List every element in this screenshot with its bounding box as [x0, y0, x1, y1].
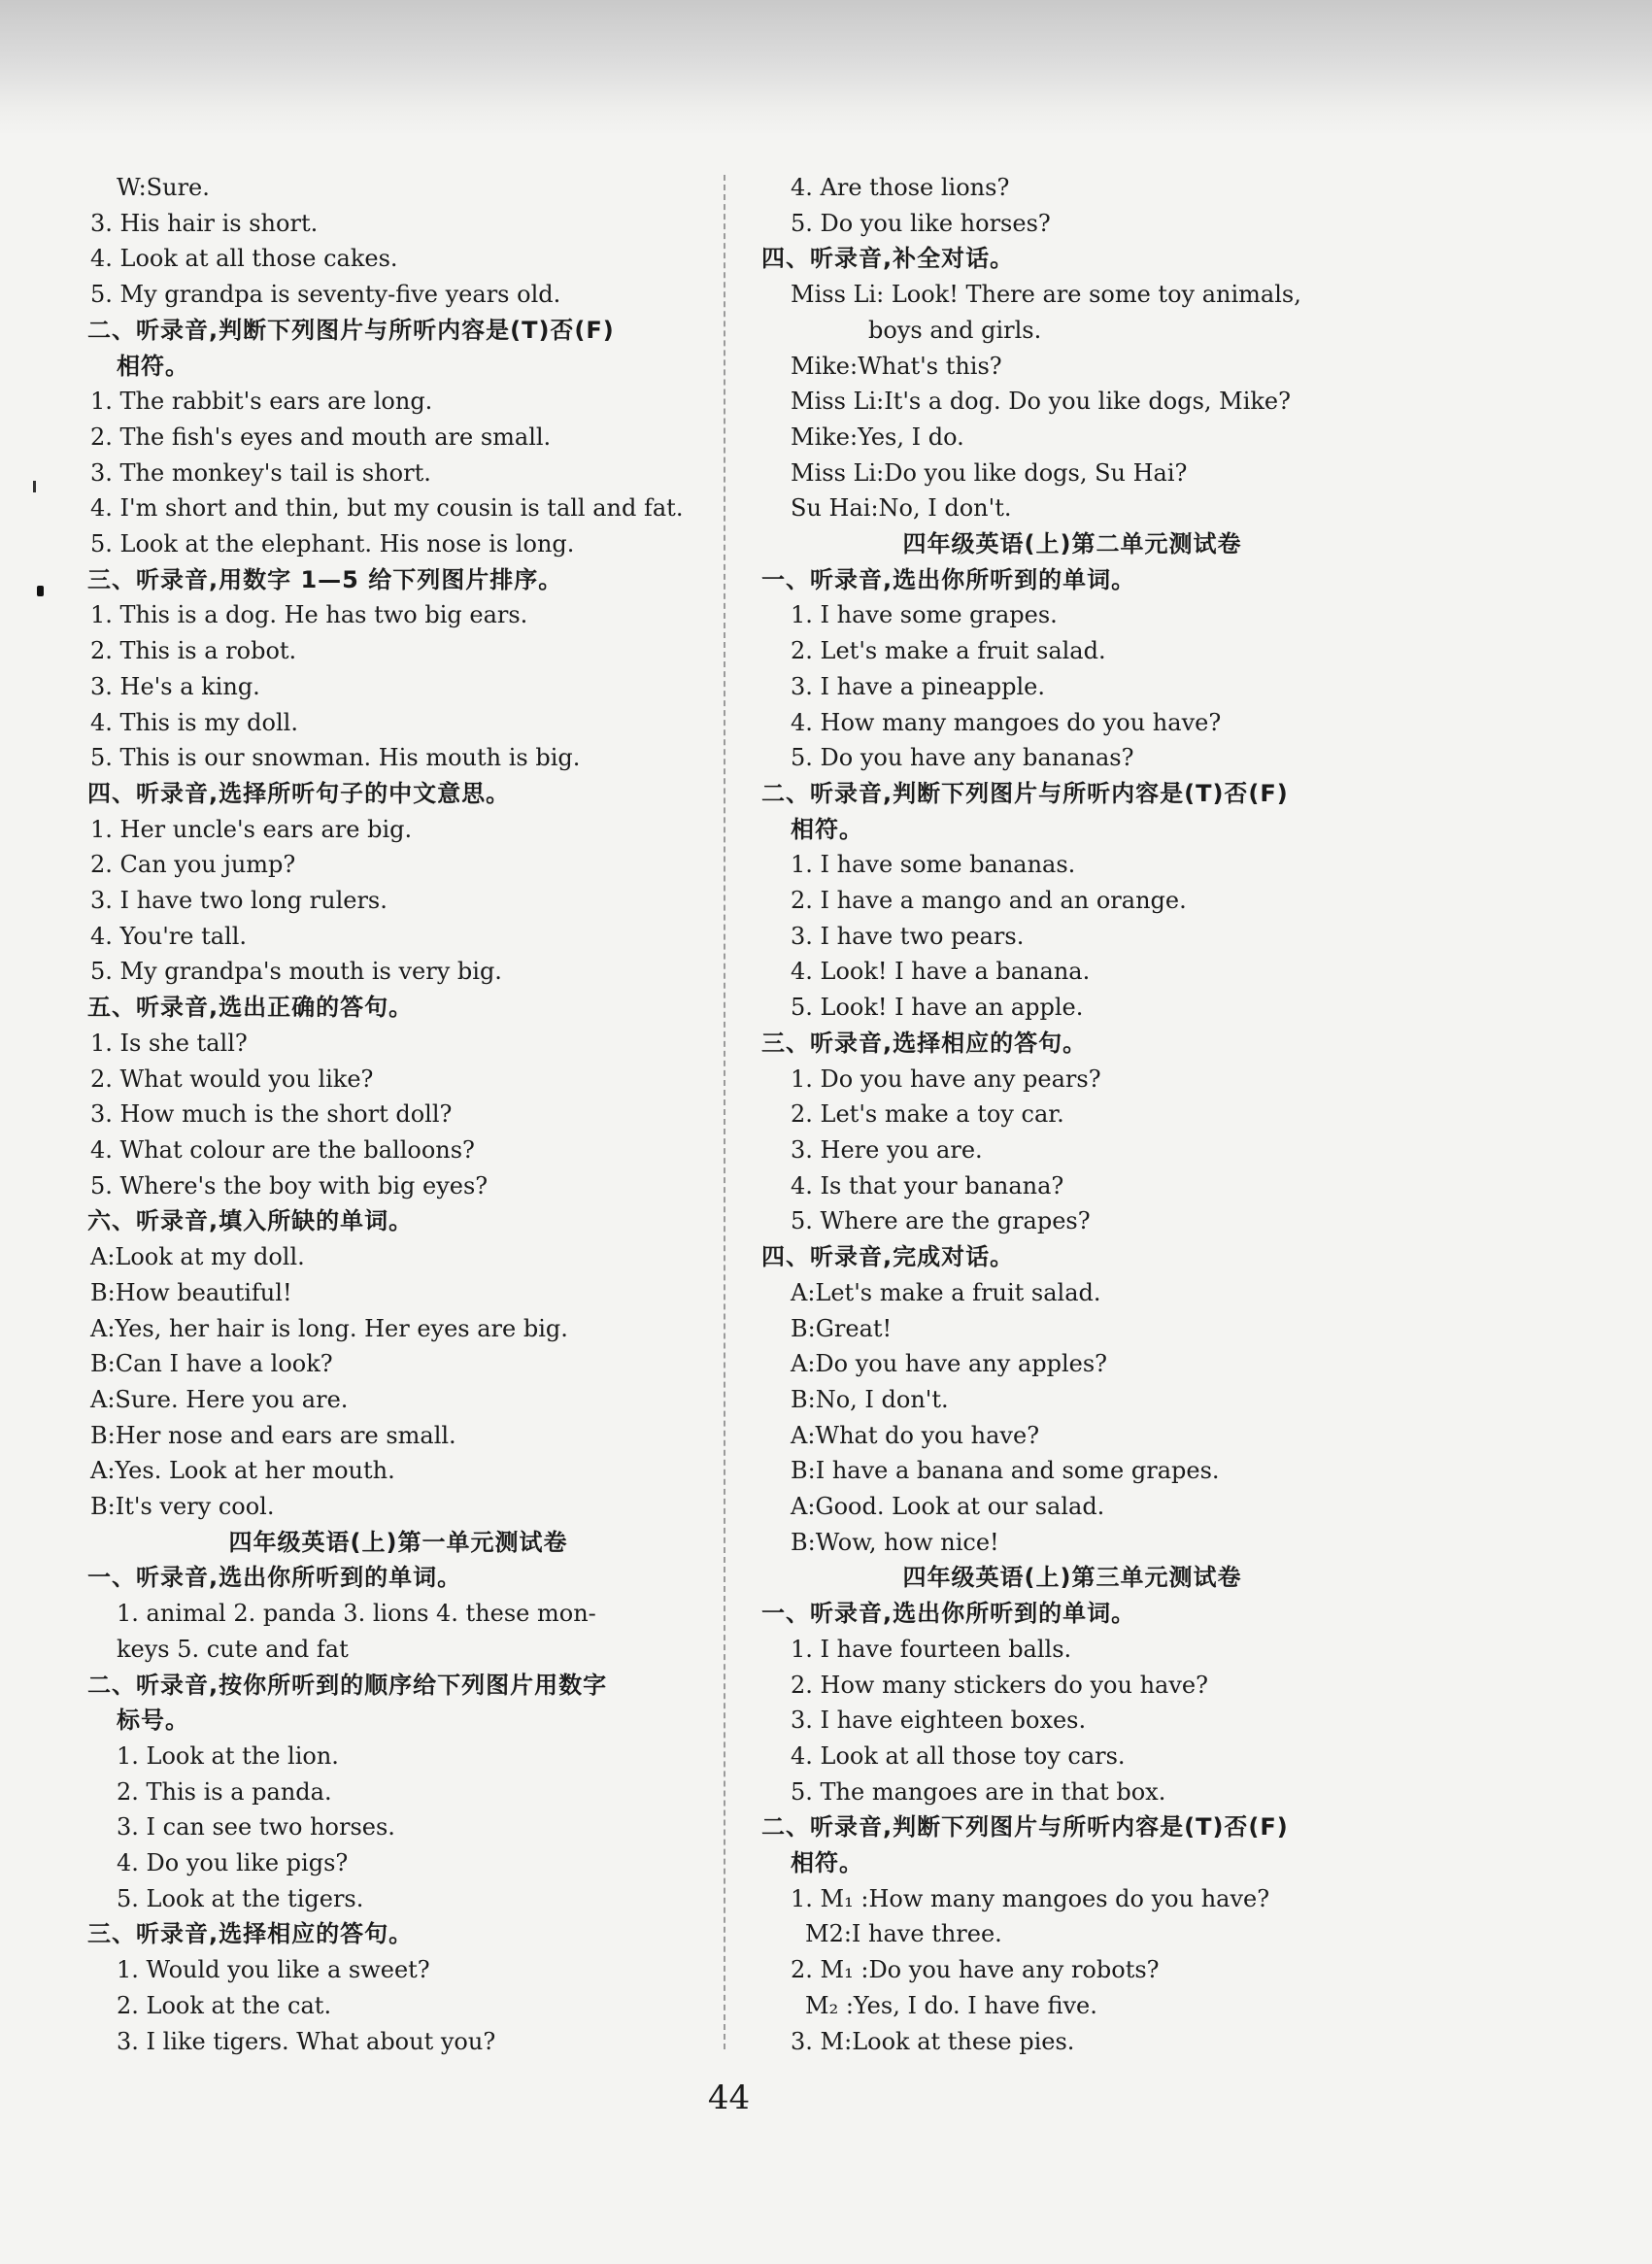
text-line: B:It's very cool. — [90, 1493, 275, 1521]
page-number: 44 — [707, 2078, 751, 2117]
text-line: 2. How many stickers do you have? — [791, 1671, 1208, 1699]
text-line: 5. Look! I have an apple. — [791, 994, 1084, 1022]
text-line: 5. My grandpa is seventy-five years old. — [90, 281, 561, 309]
section-heading: 四、听录音,完成对话。 — [761, 1243, 1015, 1271]
text-line: 1. M₁ :How many mangoes do you have? — [791, 1884, 1270, 1912]
text-line: 1. Would you like a sweet? — [117, 1956, 430, 1984]
text-line: 1. Is she tall? — [90, 1029, 248, 1057]
text-line: 4. I'm short and thin, but my cousin is tall and fat. — [90, 494, 684, 523]
text-line: 1. Her uncle's ears are big. — [90, 815, 413, 843]
text-line: B:How beautiful! — [90, 1278, 292, 1306]
text-line: 4. Is that your banana? — [791, 1171, 1064, 1200]
text-line: 1. animal 2. panda 3. lions 4. these mon- — [117, 1600, 596, 1628]
text-line: 3. I like tigers. What about you? — [117, 2027, 496, 2055]
text-line: 2. This is a robot. — [90, 637, 297, 665]
text-line: 4. Look at all those cakes. — [90, 245, 398, 273]
text-line: 2. Can you jump? — [90, 851, 296, 879]
text-line: 1. I have fourteen balls. — [791, 1635, 1072, 1663]
text-line: 3. I have two long rulers. — [90, 887, 388, 915]
text-line: A:Look at my doll. — [90, 1243, 305, 1271]
text-line: 3. The monkey's tail is short. — [90, 458, 431, 487]
text-line: Su Hai:No, I don't. — [791, 494, 1012, 523]
text-line: B:No, I don't. — [791, 1385, 949, 1413]
section-heading: 三、听录音,选择相应的答句。 — [761, 1029, 1088, 1057]
section-heading: 四、听录音,补全对话。 — [761, 245, 1015, 273]
text-line: 3. I can see two horses. — [117, 1813, 395, 1842]
text-line: 3. I have two pears. — [791, 922, 1025, 950]
scan-speck — [33, 481, 36, 492]
test-title: 四年级英语(上)第一单元测试卷 — [228, 1528, 568, 1556]
text-line: M2:I have three. — [805, 1920, 1002, 1948]
text-line: 3. His hair is short. — [90, 209, 319, 237]
scan-top-shadow — [0, 0, 1652, 136]
text-line: Miss Li: Look! There are some toy animals, — [791, 281, 1301, 309]
text-line: Miss Li:It's a dog. Do you like dogs, Mike? — [791, 388, 1292, 416]
section-heading: 五、听录音,选出正确的答句。 — [87, 994, 414, 1022]
text-line: 5. Look at the tigers. — [117, 1884, 364, 1912]
text-line: 4. How many mangoes do you have? — [791, 708, 1222, 736]
text-line: 3. I have a pineapple. — [791, 672, 1045, 700]
text-line: 2. Look at the cat. — [117, 1991, 332, 2019]
text-line: M₂ :Yes, I do. I have five. — [805, 1991, 1097, 2019]
test-title: 四年级英语(上)第三单元测试卷 — [902, 1564, 1242, 1592]
text-line: 5. Look at the elephant. His nose is long. — [90, 530, 575, 558]
text-line: A:Yes. Look at her mouth. — [90, 1457, 395, 1485]
section-heading: 一、听录音,选出你所听到的单词。 — [761, 565, 1136, 593]
text-line: 2. I have a mango and an orange. — [791, 887, 1187, 915]
left-column — [87, 170, 709, 2059]
text-line: 4. Look at all those toy cars. — [791, 1741, 1126, 1770]
column-divider — [724, 175, 725, 2049]
text-line: 5. Do you have any bananas? — [791, 744, 1134, 772]
text-line: A:Sure. Here you are. — [90, 1385, 349, 1413]
text-line: 1. Do you have any pears? — [791, 1064, 1101, 1093]
text-line: 1. Look at the lion. — [117, 1741, 339, 1770]
scan-speck — [37, 586, 44, 596]
section-heading: 相符。 — [791, 815, 863, 843]
right-column — [761, 170, 1383, 2059]
text-line: B:Her nose and ears are small. — [90, 1421, 456, 1449]
text-line: 5. Do you like horses? — [791, 209, 1051, 237]
section-heading: 标号。 — [117, 1706, 189, 1735]
section-heading: 三、听录音,用数字 1—5 给下列图片排序。 — [87, 565, 563, 593]
text-line: 1. I have some grapes. — [791, 601, 1058, 629]
text-line: 2. What would you like? — [90, 1064, 374, 1093]
text-line: 5. The mangoes are in that box. — [791, 1777, 1166, 1806]
section-heading: 一、听录音,选出你所听到的单词。 — [761, 1600, 1136, 1628]
section-heading: 六、听录音,填入所缺的单词。 — [87, 1207, 414, 1235]
text-line: 1. The rabbit's ears are long. — [90, 388, 433, 416]
text-line: Mike:What's this? — [791, 352, 1002, 380]
text-line: 4. You're tall. — [90, 922, 248, 950]
text-line: A:Good. Look at our salad. — [791, 1493, 1105, 1521]
text-line: A:Yes, her hair is long. Her eyes are big. — [90, 1314, 568, 1342]
text-line: 5. Where's the boy with big eyes? — [90, 1171, 489, 1200]
text-line: A:Let's make a fruit salad. — [791, 1278, 1101, 1306]
text-line: 2. This is a panda. — [117, 1777, 332, 1806]
text-line: B:Wow, how nice! — [791, 1528, 999, 1556]
section-heading: 二、听录音,按你所听到的顺序给下列图片用数字 — [87, 1671, 608, 1699]
text-line: 2. Let's make a toy car. — [791, 1100, 1064, 1129]
section-heading: 相符。 — [791, 1849, 863, 1877]
section-heading: 相符。 — [117, 352, 189, 380]
section-heading: 一、听录音,选出你所听到的单词。 — [87, 1564, 462, 1592]
text-line: Miss Li:Do you like dogs, Su Hai? — [791, 458, 1188, 487]
text-line: A:Do you have any apples? — [791, 1350, 1108, 1378]
test-title: 四年级英语(上)第二单元测试卷 — [902, 530, 1242, 558]
text-line: 3. He's a king. — [90, 672, 260, 700]
text-line: W:Sure. — [117, 174, 210, 201]
text-line: 4. Are those lions? — [791, 174, 1010, 201]
text-line: 4. Look! I have a banana. — [791, 958, 1091, 986]
text-line: 5. This is our snowman. His mouth is big. — [90, 744, 581, 772]
text-line: 4. This is my doll. — [90, 708, 298, 736]
text-line: 5. My grandpa's mouth is very big. — [90, 958, 502, 986]
text-line: 2. Let's make a fruit salad. — [791, 637, 1106, 665]
text-line: B:Can I have a look? — [90, 1350, 333, 1378]
text-line: 5. Where are the grapes? — [791, 1207, 1091, 1235]
text-line: boys and girls. — [868, 316, 1042, 344]
text-line: 3. M:Look at these pies. — [791, 2027, 1075, 2055]
section-heading: 三、听录音,选择相应的答句。 — [87, 1920, 414, 1948]
section-heading: 二、听录音,判断下列图片与所听内容是(T)否(F) — [761, 1813, 1289, 1842]
section-heading: 二、听录音,判断下列图片与所听内容是(T)否(F) — [87, 316, 615, 344]
text-line: B:Great! — [791, 1314, 893, 1342]
text-line: Mike:Yes, I do. — [791, 422, 964, 451]
text-line: 3. Here you are. — [791, 1135, 983, 1164]
text-line: 3. How much is the short doll? — [90, 1100, 453, 1129]
section-heading: 二、听录音,判断下列图片与所听内容是(T)否(F) — [761, 779, 1289, 807]
text-line: 4. Do you like pigs? — [117, 1849, 349, 1877]
text-line: A:What do you have? — [791, 1421, 1040, 1449]
section-heading: 四、听录音,选择所听句子的中文意思。 — [87, 779, 511, 807]
text-line: 3. I have eighteen boxes. — [791, 1706, 1087, 1735]
text-line: B:I have a banana and some grapes. — [791, 1457, 1220, 1485]
text-line: 4. What colour are the balloons? — [90, 1135, 475, 1164]
text-line: 1. I have some bananas. — [791, 851, 1076, 879]
text-line: 2. The fish's eyes and mouth are small. — [90, 422, 552, 451]
text-line: 2. M₁ :Do you have any robots? — [791, 1956, 1160, 1984]
text-line: keys 5. cute and fat — [117, 1635, 349, 1663]
text-line: 1. This is a dog. He has two big ears. — [90, 601, 528, 629]
